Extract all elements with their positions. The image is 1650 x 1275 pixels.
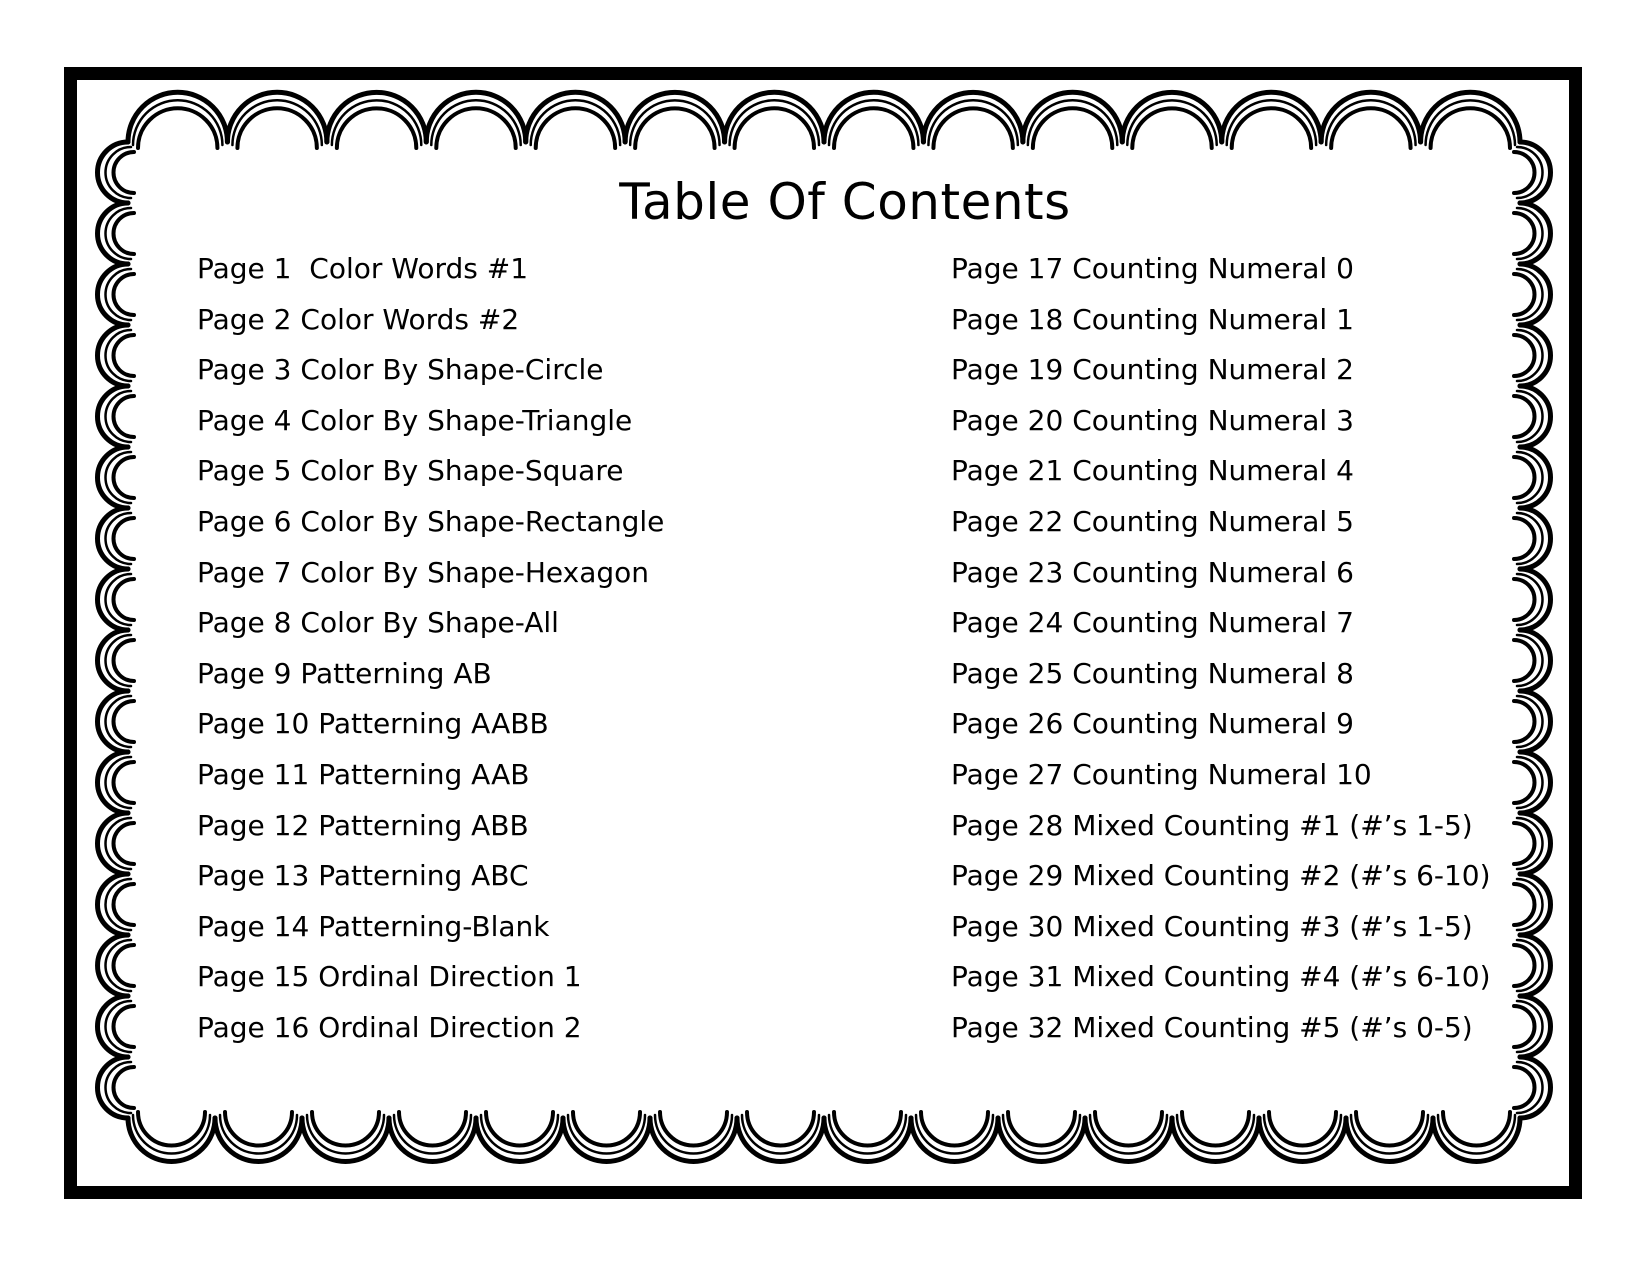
toc-entry: Page 12 Patterning ABB: [197, 808, 529, 842]
toc-entry: Page 3 Color By Shape-Circle: [197, 353, 604, 387]
toc-entry: Page 21 Counting Numeral 4: [951, 454, 1354, 488]
toc-entry: Page 2 Color Words #2: [197, 302, 520, 336]
toc-entry: Page 27 Counting Numeral 10: [951, 757, 1372, 791]
toc-entry: Page 30 Mixed Counting #3 (#’s 1-5): [951, 909, 1473, 943]
toc-entry: Page 13 Patterning ABC: [197, 859, 529, 893]
toc-entry: Page 26 Counting Numeral 9: [951, 707, 1354, 741]
toc-entry: Page 18 Counting Numeral 1: [951, 302, 1354, 336]
toc-entry: Page 11 Patterning AAB: [197, 757, 530, 791]
toc-entry: Page 25 Counting Numeral 8: [951, 656, 1354, 690]
toc-entry: Page 14 Patterning-Blank: [197, 909, 550, 943]
toc-entry: Page 28 Mixed Counting #1 (#’s 1-5): [951, 808, 1473, 842]
toc-entry: Page 5 Color By Shape-Square: [197, 454, 624, 488]
toc-left-column: [197, 251, 664, 1061]
toc-entry: Page 6 Color By Shape-Rectangle: [197, 504, 665, 538]
toc-entry: Page 8 Color By Shape-All: [197, 606, 559, 640]
toc-entry: Page 15 Ordinal Direction 1: [197, 960, 582, 994]
toc-entry: Page 23 Counting Numeral 6: [951, 555, 1354, 589]
toc-entry: Page 19 Counting Numeral 2: [951, 353, 1354, 387]
page-title: Table Of Contents: [619, 173, 1071, 231]
toc-entry: Page 22 Counting Numeral 5: [951, 504, 1354, 538]
toc-entry: Page 24 Counting Numeral 7: [951, 606, 1354, 640]
toc-entry: Page 31 Mixed Counting #4 (#’s 6-10): [951, 960, 1491, 994]
toc-right-column: [951, 251, 1491, 1061]
toc-entry: Page 32 Mixed Counting #5 (#’s 0-5): [951, 1010, 1473, 1044]
toc-entry: Page 20 Counting Numeral 3: [951, 403, 1354, 437]
toc-entry: Page 4 Color By Shape-Triangle: [197, 403, 633, 437]
toc-entry: Page 29 Mixed Counting #2 (#’s 6-10): [951, 859, 1491, 893]
toc-entry: Page 16 Ordinal Direction 2: [197, 1010, 582, 1044]
toc-entry: Page 1 Color Words #1: [197, 252, 529, 285]
toc-entry: Page 7 Color By Shape-Hexagon: [197, 555, 650, 589]
toc-entry: Page 9 Patterning AB: [197, 656, 492, 690]
toc-entry: Page 17 Counting Numeral 0: [951, 252, 1354, 285]
toc-entry: Page 10 Patterning AABB: [197, 707, 549, 741]
